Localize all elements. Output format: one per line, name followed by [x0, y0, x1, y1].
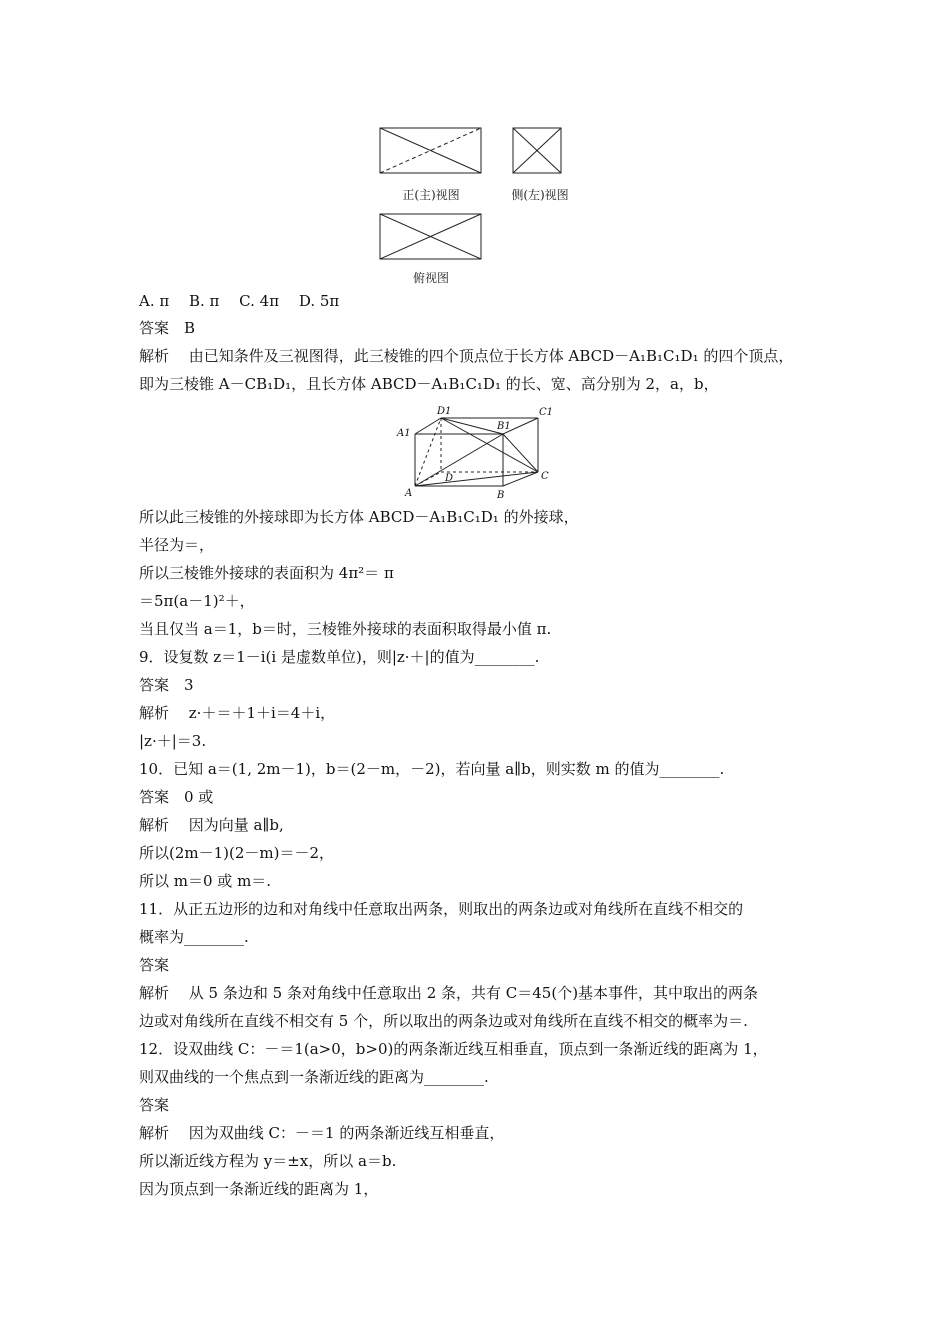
solution-line: 当且仅当 a＝1，b＝时，三棱锥外接球的表面积取得最小值 π. [139, 620, 552, 638]
solution-line: 解析 从 5 条边和 5 条对角线中任意取出 2 条，共有 C＝45(个)基本事件，其中取出的两条 [139, 984, 759, 1002]
solution-line: 解析 由已知条件及三视图得，此三棱锥的四个顶点位于长方体 ABCD－A₁B₁C₁D₁ 的四个顶点， [139, 347, 794, 365]
label-C1: C1 [539, 407, 554, 418]
answer-line: 答案 0 或 [139, 788, 214, 806]
three-view-figure [378, 126, 568, 286]
question-10: 10．已知 a＝(1, 2m－1)，b＝(2－m，－2)，若向量 a∥b，则实数 m 的值为________. [139, 760, 725, 778]
answer-line: 答案 [139, 956, 170, 974]
solution-line: 所以三棱锥外接球的表面积为 4π²＝ π [139, 564, 394, 582]
question-11-cont: 概率为________. [139, 928, 249, 946]
question-11: 11．从正五边形的边和对角线中任意取出两条，则取出的两条边或对角线所在直线不相交的 [139, 900, 744, 918]
solution-line: |z·＋|＝3. [139, 732, 207, 750]
label-A1: A1 [397, 428, 411, 439]
label-A: A [405, 488, 413, 499]
side-view-drawing [513, 128, 561, 173]
top-view-drawing [380, 214, 481, 259]
front-view-caption: 正(主)视图 [402, 188, 460, 202]
solution-line: 因为顶点到一条渐近线的距离为 1， [139, 1180, 379, 1198]
solution-line: 半径为＝， [139, 536, 215, 554]
front-view-drawing [380, 128, 481, 173]
answer-line: 答案 [139, 1096, 170, 1114]
options-line: A. π B. π C. 4π D. 5π [139, 292, 340, 310]
solution-line: 所以(2m－1)(2－m)＝－2， [139, 844, 335, 862]
top-view-caption: 俯视图 [412, 271, 449, 285]
answer-line: 答案 3 [139, 676, 194, 694]
solution-line: 所以此三棱锥的外接球即为长方体 ABCD－A₁B₁C₁D₁ 的外接球， [139, 508, 579, 526]
solution-line: 所以渐近线方程为 y＝±x，所以 a＝b. [139, 1152, 397, 1170]
label-D: D [445, 473, 454, 484]
label-B: B [497, 490, 505, 500]
side-view-caption: 侧(左)视图 [511, 188, 569, 202]
solution-line: 边或对角线所在直线不相交有 5 个，所以取出的两条边或对角线所在直线不相交的概率为＝. [139, 1012, 748, 1030]
solution-line: 解析 z·＋＝＋1＋i＝4＋i， [139, 704, 336, 722]
solution-line: 解析 因为双曲线 C：－＝1 的两条渐近线互相垂直， [139, 1124, 505, 1142]
question-12-cont: 则双曲线的一个焦点到一条渐近线的距离为________. [139, 1068, 489, 1086]
label-D1: D1 [437, 406, 452, 417]
answer-line: 答案 B [139, 319, 196, 337]
solution-line: 解析 因为向量 a∥b, [139, 816, 284, 834]
question-9: 9．设复数 z＝1－i(i 是虚数单位)，则|z·＋|的值为________. [139, 648, 540, 666]
label-C: C [541, 471, 549, 482]
solution-line: 所以 m＝0 或 m＝. [139, 872, 272, 890]
label-B1: B1 [497, 421, 511, 432]
solution-line: ＝5π(a－1)²＋， [139, 592, 255, 610]
solution-line: 即为三棱锥 A－CB₁D₁，且长方体 ABCD－A₁B₁C₁D₁ 的长、宽、高分别为 2，a，b， [139, 375, 719, 393]
question-12: 12．设双曲线 C：－＝1(a>0，b>0)的两条渐近线互相垂直，顶点到一条渐近线的距离为 1， [139, 1040, 768, 1058]
cuboid-figure [393, 404, 563, 500]
